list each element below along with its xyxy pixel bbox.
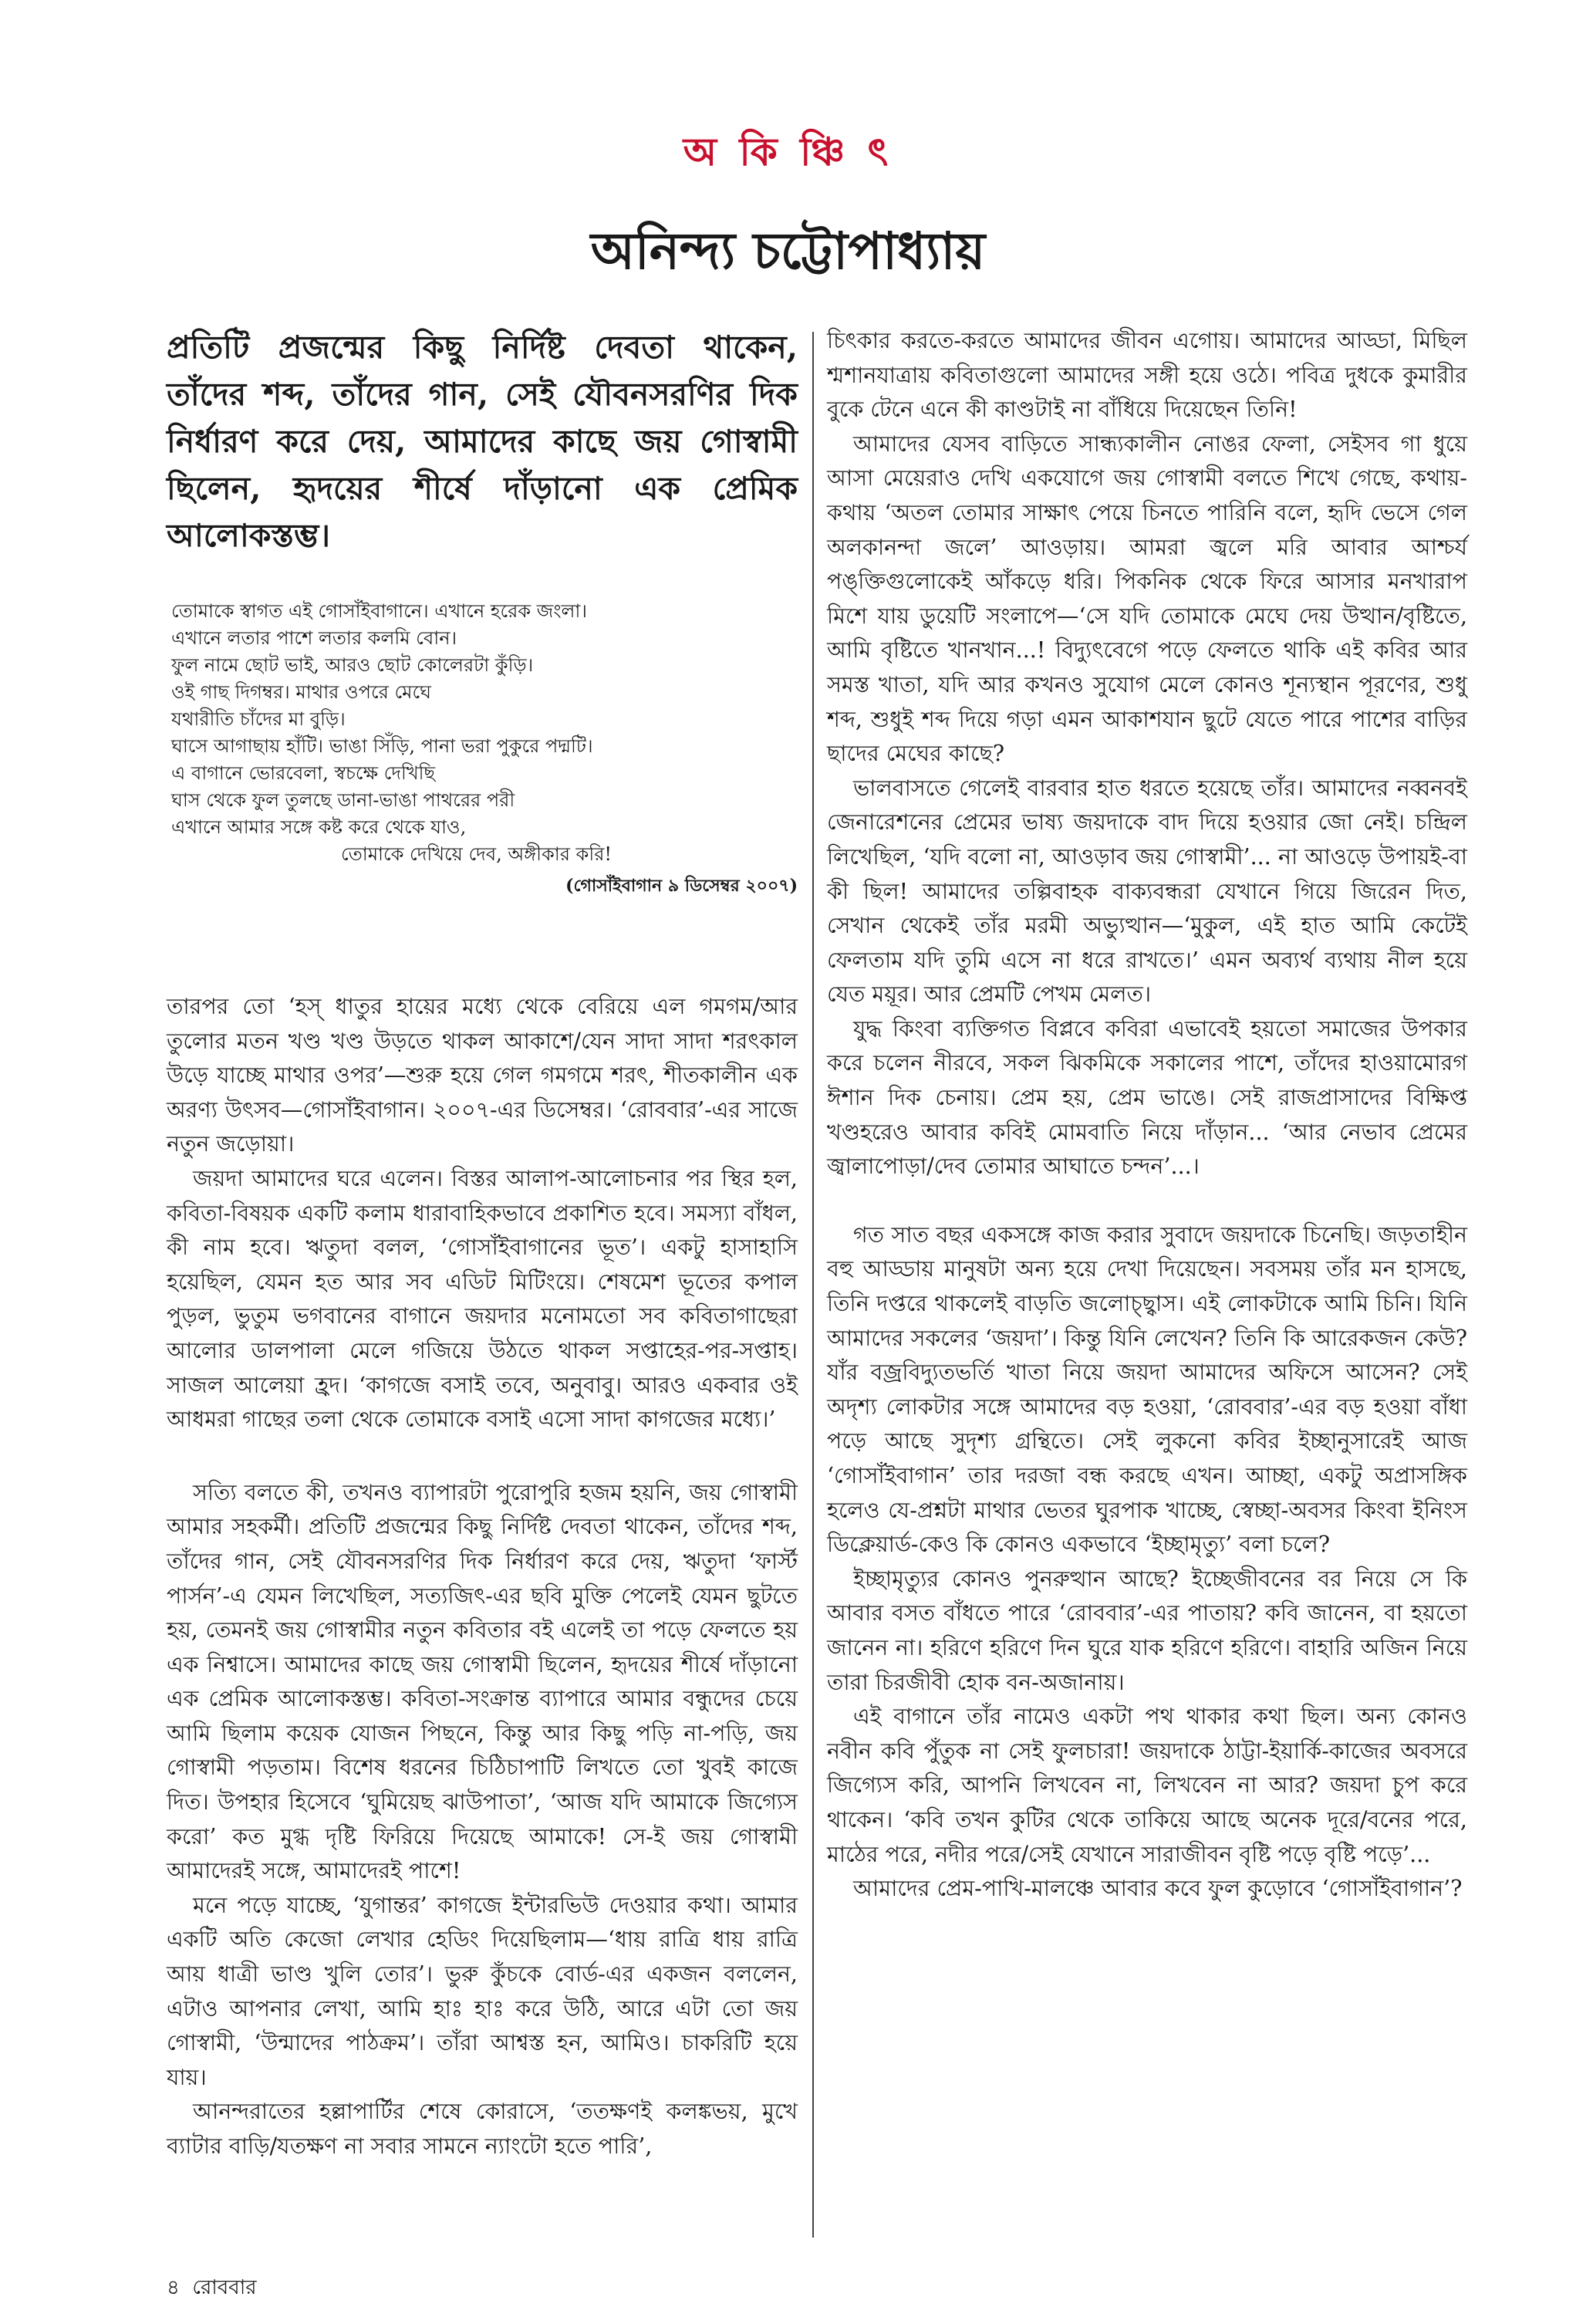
author-name: অনিন্দ্য চট্টোপাধ্যায় bbox=[590, 221, 986, 281]
body-paragraph: জয়দা আমাদের ঘরে এলেন। বিস্তর আলাপ-আলোচনার পর স্থির হল, কবিতা-বিষয়ক একটি কলাম ধারাবাহিকভাবে প্রকাশিত হবে। সমস্যা বাঁধল, কী নাম হবে। ঋতুদা বলল, ‘গোসাঁইবাগানের ভূত’। একটু হাসাহাসি হয়েছিল, যেমন হত আর সব এডিট মিটিংয়ে। শেষমেশ ভূতের কপাল পুড়ল, ভুতুম ভগবানের বাগানে জয়দার মনোমতো সব কবিতাগাছেরা আলোর ডালপালা মেলে গজিয়ে উঠতে থাকল সপ্তাহের-পর-সপ্তাহ। সাজল আলেয়া হ্রদ। ‘কাগজে বসাই তবে, অনুবাবু। আরও একবার ওই আধমরা গাছের তলা থেকে তোমাকে বসাই এসো সাদা কাগজের মধ্যে।’ bbox=[167, 1165, 798, 1433]
poem-line: তোমাকে স্বাগত এই গোসাঁইবাগানে। এখানে হরেক জংলা। bbox=[171, 600, 587, 622]
poem-line: ফুল নামে ছোট ভাই, আরও ছোট কোলেরটা কুঁড়ি। bbox=[171, 654, 534, 676]
body-paragraph: আনন্দরাতের হল্লাপার্টির শেষে কোরাসে, ‘ততক্ষণই কলঙ্কভয়, মুখে ব্যাটার বাড়ি/যতক্ষণ না সবার সামনে ন্যাংটো হতে পারি’, bbox=[167, 2099, 798, 2159]
body-paragraph: আমাদের যেসব বাড়িতে সান্ধ্যকালীন নোঙর ফেলা, সেইসব গা ধুয়ে আসা মেয়েরাও দেখি একযোগে জয় গোস্বামী বলতে শিখে গেছে, কথায়-কথায় ‘অতল তোমার সাক্ষাৎ পেয়ে চিনতে পারিনি বলে, হৃদি ভেসে গেল অলকানন্দা জলে’ আওড়ায়। আমরা জ্বলে মরি আবার আশ্চর্য পঙ্‌ক্তিগুলোকেই আঁকড়ে ধরি। পিকনিক থেকে ফিরে আসার মনখারাপ মিশে যায় ডুয়েটি সংলাপে—‘সে যদি তোমাকে মেঘে দেয় উত্থান/বৃষ্টিতে, আমি বৃষ্টিতে খানখান...! বিদ্যুৎবেগে পড়ে ফেলতে থাকি এই কবির আর সমস্ত খাতা, যদি আর কখনও সুযোগ মেলে কোনও শূন্যস্থান পূরণের, শুধু শব্দ, শুধুই শব্দ দিয়ে গড়া এমন আকাশযান ছুটে যেতে পারে পাশের বাড়ির ছাদের মেঘের কাছে? bbox=[827, 431, 1467, 767]
poem-line: যথারীতি চাঁদের মা বুড়ি। bbox=[171, 708, 346, 730]
poem-last-line: তোমাকে দেখিয়ে দেব, অঙ্গীকার করি! bbox=[341, 843, 613, 865]
poem-block bbox=[171, 598, 798, 899]
poem-line: এখানে লতার পাশে লতার কলমি বোন। bbox=[171, 627, 457, 649]
left-column bbox=[167, 324, 798, 2164]
poem-line: এখানে আমার সঙ্গে কষ্ট করে থেকে যাও, bbox=[171, 816, 467, 838]
poem-line: ওই গাছ দিগম্বর। মাথার ওপরে মেঘে bbox=[171, 681, 431, 703]
poem-line: এ বাগানে ভোরবেলা, স্বচক্ষে দেখিছি bbox=[171, 762, 436, 784]
poem-line: ঘাস থেকে ফুল তুলছে ডানা-ভাঙা পাথরের পরী bbox=[171, 789, 515, 811]
body-paragraph: তারপর তো ‘হস্ ধাতুর হায়ের মধ্যে থেকে বেরিয়ে এল গমগম/আর তুলোর মতন খণ্ড খণ্ড উড়তে থাকল আকাশে/যেন সাদা সাদা শরৎকাল উড়ে যাচ্ছে মাথার ওপর’—শুরু হয়ে গেল গমগমে শরৎ, শীতকালীন এক অরণ্য উৎসব—গোসাঁইবাগান। ২০০৭-এর ডিসেম্বর। ‘রোববার’-এর সাজে নতুন জড়োয়া। bbox=[167, 994, 798, 1157]
lede-quote: প্রতিটি প্রজন্মের কিছু নির্দিষ্ট দেবতা থাকেন, তাঁদের শব্দ, তাঁদের গান, সেই যৌবনসরণির দিক নির্ধারণ করে দেয়, আমাদের কাছে জয় গোস্বামী ছিলেন, হৃদয়ের শীর্ষে দাঁড়ানো এক প্রেমিক আলোকস্তম্ভ। bbox=[167, 329, 798, 554]
body-paragraph: মনে পড়ে যাচ্ছে, ‘যুগান্তর’ কাগজে ইন্টারভিউ দেওয়ার কথা। আমার একটি অতি কেজো লেখার হেডিং দিয়েছিলাম—‘ধায় রাত্রি ধায় রাত্রি আয় ধাত্রী ভাণ্ড খুলি তোর’। ভুরু কুঁচকে বোর্ড-এর একজন বললেন, এটাও আপনার লেখা, আমি হাঃ হাঃ করে উঠি, আরে এটা তো জয় গোস্বামী, ‘উন্মাদের পাঠক্রম’। তাঁরা আশ্বস্ত হন, আমিও। চাকরিটি হয়ে যায়। bbox=[167, 1892, 798, 2090]
page-number: ৪ bbox=[167, 2276, 180, 2299]
body-paragraph: গত সাত বছর একসঙ্গে কাজ করার সুবাদে জয়দাকে চিনেছি। জড়তাহীন বহু আড্ডায় মানুষটা অন্য হয়ে দেখা দিয়েছেন। সবসময় তাঁর মন হাসছে, তিনি দপ্তরে থাকলেই বাড়তি জলোচ্ছ্বাস। এই লোকটাকে আমি চিনি। যিনি আমাদের সকলের ‘জয়দা’। কিন্তু যিনি লেখেন? তিনি কি আরেকজন কেউ? যাঁর বজ্রবিদ্যুতভর্তি খাতা নিয়ে জয়দা আমাদের অফিসে আসেন? সেই অদৃশ্য লোকটার সঙ্গে আমাদের বড় হওয়া, ‘রোববার’-এর বড় হওয়া বাঁধা পড়ে আছে সুদৃশ্য গ্রন্থিতে। সেই লুকনো কবির ইচ্ছানুসারেই আজ ‘গোসাঁইবাগান’ তার দরজা বন্ধ করছে এখন। আচ্ছা, একটু অপ্রাসঙ্গিক হলেও যে-প্রশ্নটা মাথার ভেতর ঘুরপাক খাচ্ছে, স্বেচ্ছা-অবসর কিংবা ইনিংস ডিক্লেয়ার্ড-কেও কি কোনও একভাবে ‘ইচ্ছামৃত্যু’ বলা চলে? bbox=[827, 1221, 1467, 1558]
poem-line: ঘাসে আগাছায় হাঁটি। ভাঙা সিঁড়ি, পানা ভরা পুকুরে পদ্মটি। bbox=[171, 735, 593, 757]
body-paragraph: ভালবাসতে গেলেই বারবার হাত ধরতে হয়েছে তাঁর। আমাদের নব্বনবই জেনারেশনের প্রেমের ভাষ্য জয়দাকে বাদ দিয়ে হওয়ার জো নেই। চন্দ্রিল লিখেছিল, ‘যদি বলো না, আওড়াব জয় গোস্বামী’... না আওড়ে উপায়ই-বা কী ছিল! আমাদের তল্পিবাহক বাক্যবন্ধরা যেখানে গিয়ে জিরেন দিত, সেখান থেকেই তাঁর মরমী অভ্যুত্থান—‘মুকুল, এই হাত আমি কেটেই ফেলতাম যদি তুমি এসে না ধরে রাখতে।’ এমন অব্যর্থ ব্যথায় নীল হয়ে যেত ময়ূর। আর প্রেমটি পেখম মেলত। bbox=[827, 775, 1467, 1008]
right-column bbox=[827, 324, 1467, 1907]
body-paragraph: চিৎকার করতে-করতে আমাদের জীবন এগোয়। আমাদের আড্ডা, মিছিল শ্মশানযাত্রায় কবিতাগুলো আমাদের সঙ্গী হয়ে ওঠে। পবিত্র দুধকে কুমারীর বুকে টেনে এনে কী কাণ্ডটাই না বাঁধিয়ে দিয়েছেন তিনি! bbox=[827, 328, 1467, 423]
body-paragraph: ইচ্ছামৃত্যুর কোনও পুনরুত্থান আছে? ইচ্ছেজীবনের বর নিয়ে সে কি আবার বসত বাঁধতে পারে ‘রোববার’-এর পাতায়? কবি জানেন, বা হয়তো জানেন না। হরিণে হরিণে দিন ঘুরে যাক হরিণে হরিণে। বাহারি অজিন নিয়ে তারা চিরজীবী হোক বন-অজানায়। bbox=[827, 1566, 1467, 1695]
column-divider bbox=[812, 332, 814, 2238]
magazine-name: রোববার bbox=[192, 2276, 257, 2299]
poem-credit: (গোসাঁইবাগান ৯ ডিসেম্বর ২০০৭) bbox=[565, 876, 798, 896]
section-kicker: অ কি ঞ্চি ৎ bbox=[683, 129, 893, 174]
body-paragraph: যুদ্ধ কিংবা ব্যক্তিগত বিপ্লবে কবিরা এভাবেই হয়তো সমাজের উপকার করে চলেন নীরবে, সকল ঝিকমিকে সকালের পাশে, তাঁদের হাওয়ামোরগ ঈশান দিক চেনায়। প্রেম হয়, প্রেম ভাঙে। সেই রাজপ্রাসাদের বিক্ষিপ্ত খণ্ডহরেও আবার কবিই মোমবাতি নিয়ে দাঁড়ান... ‘আর নেভাব প্রেমের জ্বালাপোড়া/দেব তোমার আঘাতে চন্দন’...। bbox=[827, 1015, 1467, 1180]
body-paragraph: সত্যি বলতে কী, তখনও ব্যাপারটা পুরোপুরি হজম হয়নি, জয় গোস্বামী আমার সহকর্মী। প্রতিটি প্রজন্মের কিছু নির্দিষ্ট দেবতা থাকেন, তাঁদের শব্দ, তাঁদের গান, সেই যৌবনসরণির দিক নির্ধারণ করে দেয়, ঋতুদা ‘ফার্স্ট পার্সন’-এ যেমন লিখেছিল, সত্যজিৎ-এর ছবি মুক্তি পেলেই যেমন ছুটতে হয়, তেমনই জয় গোস্বামীর নতুন কবিতার বই এলেই তা পড়ে ফেলতে হয় এক নিশ্বাসে। আমাদের কাছে জয় গোস্বামী ছিলেন, হৃদয়ের শীর্ষে দাঁড়ানো এক প্রেমিক আলোকস্তম্ভ। কবিতা-সংক্রান্ত ব্যাপারে আমার বন্ধুদের চেয়ে আমি ছিলাম কয়েক যোজন পিছনে, কিন্তু আর কিছু পড়ি না-পড়ি, জয় গোস্বামী পড়তাম। বিশেষ ধরনের চিঠিচাপাটি লিখতে তো খুবই কাজে দিত। উপহার হিসেবে ‘ঘুমিয়েছ ঝাউপাতা’, ‘আজ যদি আমাকে জিগ্যেস করো’ কত মুগ্ধ দৃষ্টি ফিরিয়ে দিয়েছে আমাকে! সে-ই জয় গোস্বামী আমাদেরই সঙ্গে, আমাদেরই পাশে! bbox=[167, 1479, 798, 1884]
body-paragraph: এই বাগানে তাঁর নামেও একটা পথ থাকার কথা ছিল। অন্য কোনও নবীন কবি পুঁতুক না সেই ফুলচারা! জয়দাকে ঠাট্টা-ইয়ার্কি-কাজের অবসরে জিগ্যেস করি, আপনি লিখবেন না, লিখবেন না আর? জয়দা চুপ করে থাকেন। ‘কবি তখন কুটির থেকে তাকিয়ে আছে অনেক দূরে/বনের পরে, মাঠের পরে, নদীর পরে/সেই যেখানে সারাজীবন বৃষ্টি পড়ে বৃষ্টি পড়ে’... bbox=[827, 1704, 1467, 1867]
page-footer bbox=[167, 2272, 257, 2305]
body-paragraph: আমাদের প্রেম-পাখি-মালঞ্চে আবার কবে ফুল কুড়োবে ‘গোসাঁইবাগান’? bbox=[853, 1876, 1463, 1902]
